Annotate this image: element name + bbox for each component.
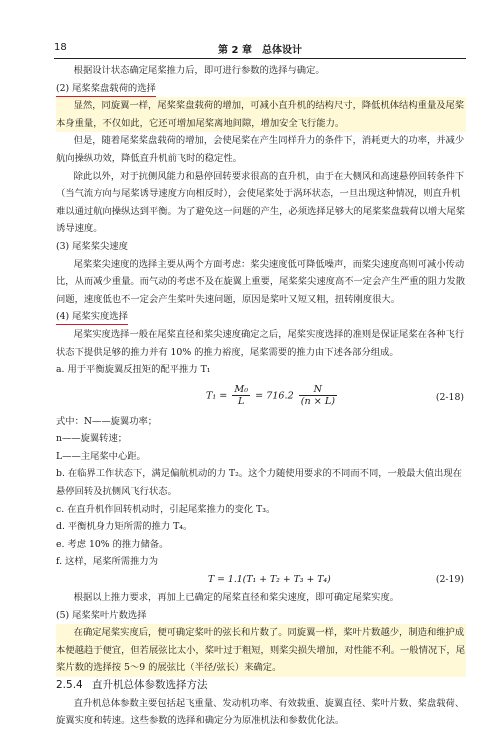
definition: L——主尾桨中心距。 [56,450,146,462]
list-item: e. 考虑 10% 的推力储备。 [56,538,169,550]
list-item: f. 这样，尾桨所需推力为 [56,556,158,568]
definition: 式中：N——旋翼功率； [56,415,158,427]
list-item: a. 用于平衡旋翼反扭矩的配平推力 T₁ [56,364,211,376]
subheading-tip-speed: (3) 尾桨桨尖速度 [56,240,128,252]
paragraph: 根据以上推力要求，再加上已确定的尾桨直径和桨尖速度，即可确定尾桨实度。 [73,592,400,604]
list-item: b. 在临界工作状态下，满足偏航机动的力 T₂。这个力随使用要求的不同而不同，一般最大值出现在悬停回转及抗侧风飞行状态。 [56,468,462,498]
page-body [56,62,466,730]
subheading-blade-count: (5) 尾桨桨叶片数选择 [56,609,147,621]
subheading-disk-loading: (2) 尾桨桨盘载荷的选择 [56,80,466,98]
page-header [54,40,466,59]
paragraph: 根据设计状态确定尾桨推力后，即可进行参数的选择与确定。 [73,65,325,76]
paragraph: 直升机总体参数主要包括起飞重量、发动机功率、有效载重、旋翼直径、桨叶片数、桨盘载荷、旋翼实度和转速。这些参数的选择和确定分为原准机法和参数优化法。 [56,697,465,727]
paragraph: 但是，随着尾桨桨盘载荷的增加，会使尾桨在产生同样升力的条件下，消耗更大的功率，并减少航向操纵功效，降低直升机前飞时的稳定性。 [56,135,465,164]
definition: n——旋翼转速； [56,433,128,445]
equation-2-18: T₁ = $\frac{\text{M₀}}{L}$ = 716.2 $\frac{N}{(n \times L)}$ (2-18) [206,383,464,407]
section-heading: 2.5.4 直升机总体参数选择方法 [56,679,208,691]
chapter-title: 第 2 章 总体设计 [218,45,302,56]
equation-2-19: T = 1.1(T₁ + T₂ + T₃ + T₄) (2-19) [56,571,466,589]
list-item: c. 在直升机作回转机动时，引起尾桨推力的变化 T₃。 [56,503,276,515]
equation-number: (2-18) [435,391,464,403]
paragraph: 尾桨桨尖速度的选择主要从两个方面考虑：桨尖速度低可降低噪声，而桨尖速度高则可减小传动比，从而减少重量。而气动的考虑不及在旋翼上重要，尾桨桨尖速度高不一定会产生严重的阻力发散问题，速度低也不一定会产生桨叶失速问题，原因是桨叶又短又粗，扭转刚度很大。 [56,258,466,305]
subheading-solidity: (4) 尾桨实度选择 [56,308,466,326]
page-number: 18 [54,42,67,53]
paragraph: 除此以外，对于抗侧风能力和悬停回转要求很高的直升机，由于在大侧风和高速悬停回转条件下（当气流方向与尾桨诱导速度方向相反时），会使尾桨处于涡环状态，一旦出现这种情况，则直升机难以通过航向操纵达到平衡。为了避免这一问题的产生，必须选择足够大的尾桨桨盘载荷以增大尾桨诱导速度。 [56,170,466,235]
paragraph: 尾桨实度选择一般在尾桨直径和桨尖速度确定之后，尾桨实度选择的准则是保证尾桨在各种飞行状态下提供足够的推力并有 10% 的推力裕度，尾桨需要的推力由下述各部分组成。 [56,328,465,358]
paragraph: 显然，同旋翼一样，尾桨桨盘载荷的增加，可减小直升机的结构尺寸，降低机体结构重量及尾桨本身重量，不仅如此，它还可增加尾桨离地间隙，增加安全飞行能力。 [56,97,466,132]
paragraph: 在确定尾桨实度后，便可确定桨叶的弦长和片数了。同旋翼一样，桨叶片数越少，制造和维护成本便越趋于便宜，但若展弦比太小，桨叶过于粗短，则桨尖损失增加，对性能不利。一般情况下，尾桨片数的选择按 5～9 的展弦比（半径/弦长）来确定。 [56,624,466,677]
equation-number: (2-19) [435,574,464,586]
list-item: d. 平衡机身力矩所需的推力 T₄。 [56,521,193,533]
